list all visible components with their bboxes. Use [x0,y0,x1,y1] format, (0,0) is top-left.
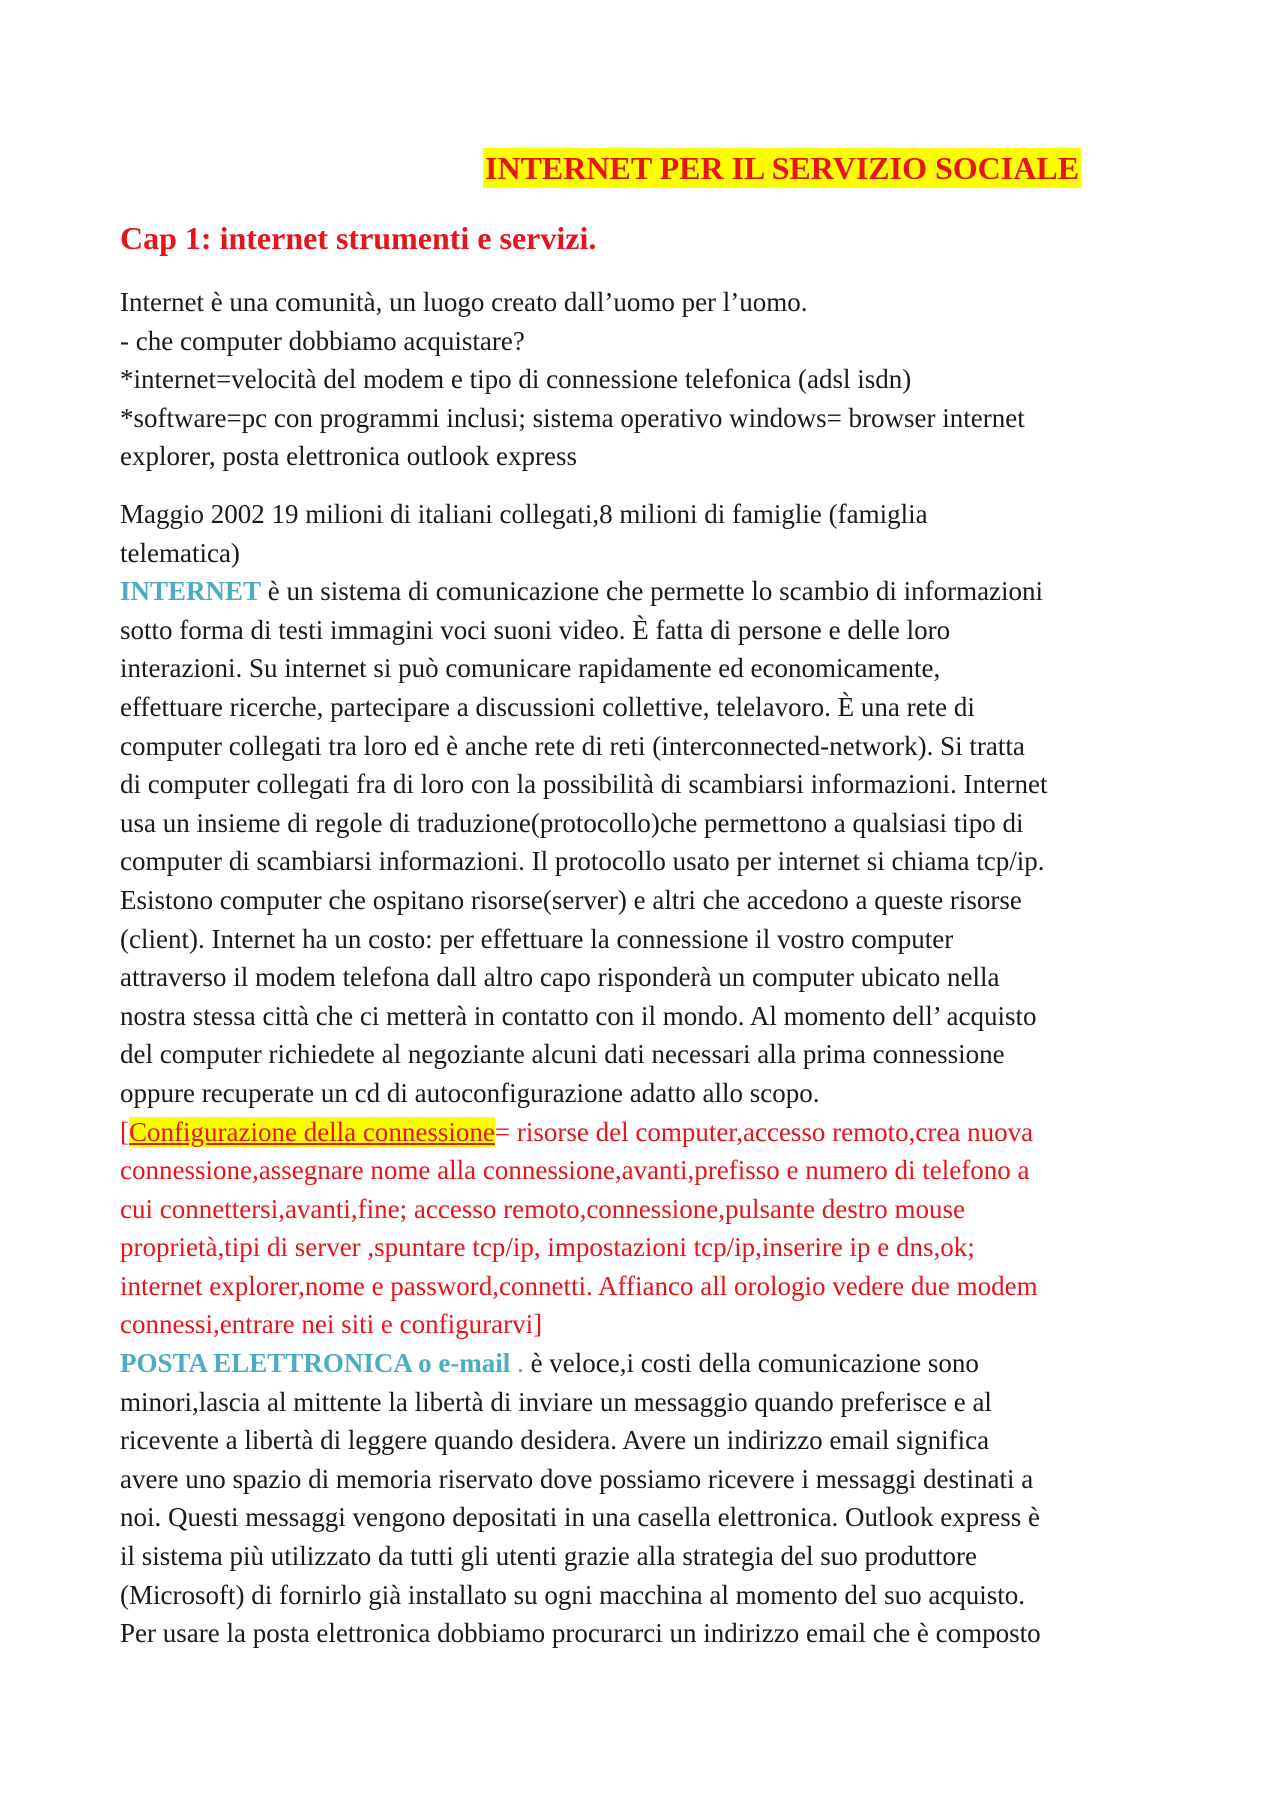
internet-line: computer collegati tra loro ed è anche rete di reti (interconnected-network). Si tratta [120,730,1025,761]
internet-line: sotto forma di testi immagini voci suoni video. È fatta di persone e delle loro [120,614,951,645]
config-line: cui connettersi,avanti,fine; accesso remoto,connessione,pulsante destro mouse [120,1193,965,1224]
internet-line: nostra stessa città che ci metterà in contatto con il mondo. Al momento dell’ acquisto [120,1000,1037,1031]
email-line: il sistema più utilizzato da tutti gli utenti grazie alla strategia del suo produttore [120,1541,978,1572]
internet-line: oppure recuperate un cd di autoconfigurazione adatto allo scopo. [120,1077,820,1108]
stats-line: telematica) [120,537,240,568]
email-line: avere uno spazio di memoria riservato dove possiamo ricevere i messaggi destinati a [120,1463,1034,1494]
stats-line: Maggio 2002 19 milioni di italiani collegati,8 milioni di famiglie (famiglia [120,499,928,529]
intro-line: explorer, posta elettronica outlook express [120,441,578,472]
document-title: INTERNET PER IL SERVIZIO SOCIALE [485,150,1080,186]
email-keyword-dot: . [510,1348,524,1379]
internet-line: attraverso il modem telefona dall altro capo risponderà un computer ubicato nella [120,962,1000,993]
config-line: proprietà,tipi di server ,spuntare tcp/ip, impostazioni tcp/ip,inserire ip e dns,ok; [120,1232,975,1263]
intro-line: - che computer dobbiamo acquistare? [120,325,525,356]
config-first-line [120,1113,1170,1152]
internet-line: usa un insieme di regole di traduzione(protocollo)che permettono a qualsiasi tipo di [120,807,1024,838]
internet-line: interazioni. Su internet si può comunicare rapidamente ed economicamente, [120,653,941,684]
email-line: noi. Questi messaggi vengono depositati in una casella elettronica. Outlook express è [120,1502,1041,1533]
intro-paragraph [120,283,1170,476]
email-first-text: è veloce,i costi della comunicazione sono [523,1348,979,1379]
internet-line: del computer richiedete al negoziante alcuni dati necessari alla prima connessione [120,1039,1005,1070]
intro-line: *software=pc con programmi inclusi; sistema operativo windows= browser internet [120,402,1025,433]
main-body [120,495,1170,1653]
internet-line: (client). Internet ha un costo: per effettuare la connessione il vostro computer [120,923,954,954]
email-line: ricevente a libertà di leggere quando desidera. Avere un indirizzo email significa [120,1425,990,1456]
config-line: connessione,assegnare nome alla connessione,avanti,prefisso e numero di telefono a [120,1155,1030,1186]
internet-line: effettuare ricerche, partecipare a discussioni collettive, telelavoro. È una rete di [120,691,975,722]
email-line: Per usare la posta elettronica dobbiamo procurarci un indirizzo email che è composto [120,1618,1041,1649]
internet-keyword: INTERNET [120,576,262,607]
email-line: (Microsoft) di fornirlo già installato su ogni macchina al momento del suo acquisto. [120,1579,1026,1610]
internet-line: di computer collegati fra di loro con la possibilità di scambiarsi informazioni. Internet [120,769,1048,800]
internet-line-text: è un sistema di comunicazione che permette lo scambio di informazioni [261,576,1044,607]
config-first-text: = risorse del computer,accesso remoto,crea nuova [494,1116,1034,1147]
internet-line: computer di scambiarsi informazioni. Il protocollo usato per internet si chiama tcp/ip. [120,846,1045,877]
config-line: internet explorer,nome e password,connetti. Affianco all orologio vedere due modem [120,1270,1038,1301]
intro-line: *internet=velocità del modem e tipo di connessione telefonica (adsl isdn) [120,364,912,395]
email-line: minori,lascia al mittente la libertà di inviare un messaggio quando preferisce e al [120,1386,992,1417]
config-open-bracket: [ [120,1116,129,1147]
intro-line: Internet è una comunità, un luogo creato dall’uomo per l’uomo. [120,287,808,317]
email-definition-line [120,1344,1170,1383]
chapter-heading: Cap 1: internet strumenti e servizi. [120,220,597,256]
config-link[interactable]: Configurazione della connessione [129,1116,495,1147]
config-line: connessi,entrare nei siti e configurarvi] [120,1309,543,1340]
internet-line: Esistono computer che ospitano risorse(server) e altri che accedono a queste risorse [120,884,1022,915]
email-keyword: POSTA ELETTRONICA o e-mail [120,1348,511,1379]
internet-definition-line [120,572,1170,611]
